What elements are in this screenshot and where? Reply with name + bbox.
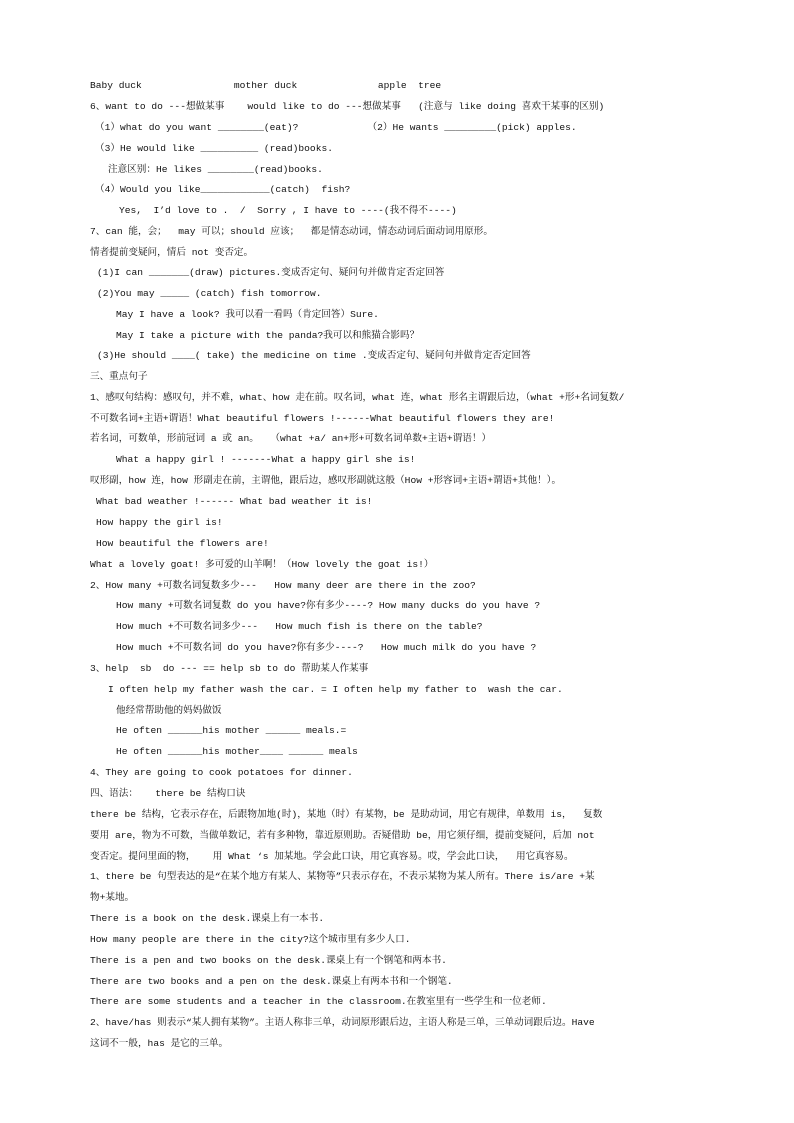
exercise-line: （3）He would like __________ (read)books. [95,143,333,154]
rule-line: 2、have/has 则表示“某人拥有某物”。主语人称非三单，动词原形跟后边，主语人称是三单，三单动词跟后边。Have [90,1017,595,1028]
example-line: How beautiful the flowers are! [96,538,269,549]
grammar-heading-7: 7、can 能，会； may 可以；should 应该； 都是情态动词，情态动词后面动词用原形。 [90,226,493,237]
example-line: What a lovely goat! 多可爱的山羊啊！（How lovely the goat is!） [90,559,434,570]
grammar-heading-2: 2、How many +可数名词复数多少--- How many deer are there in the zoo? [90,580,476,591]
rule-line: 这词不一般，has 是它的三单。 [90,1038,229,1049]
example-line: How many people are there in the city?这个城市里有多少人口. [90,934,411,945]
note-line: 注意区别：He likes ________(read)books. [108,164,323,175]
example-line: There is a book on the desk.课桌上有一本书. [90,913,325,924]
rule-line: 不可数名词+主语+谓语！What beautiful flowers !------What beautiful flowers they are! [90,413,555,424]
exercise-line: (3)He should ____( take) the medicine on time .变成否定句、疑问句并做肯定否定回答 [97,350,531,361]
vocab-line: Baby duck mother duck apple tree [90,80,442,91]
example-line: How much +不可数名词 do you have?你有多少----? How much milk do you have ? [116,642,537,653]
example-line: 他经常帮助他的妈妈做饭 [116,705,222,716]
rule-line: 物+某地。 [90,892,135,903]
rule-line: 要用 are，物为不可数，当做单数记，若有多种物，靠近原则助。否疑借助 be，用它须仔细，提前变疑问，后加 not [90,830,595,841]
rule-line: 叹形副，how 连，how 形副走在前，主谓他，跟后边，感叹形副就这般（How +形容词+主语+谓语+其他！）。 [90,475,562,486]
section-heading-4: 四、语法： there be 结构口诀 [90,788,246,799]
section-heading-3: 三、重点句子 [90,371,148,382]
rule-line: there be 结构，它表示存在，后跟物加地(时)，某地（时）有某物，be 是助动词，用它有规律，单数用 is， 复数 [90,809,603,820]
grammar-heading-4: 4、They are going to cook potatoes for dinner. [90,767,353,778]
grammar-heading-6: 6、want to do ---想做某事 would like to do ---想做某事 (注意与 like doing 喜欢干某事的区别) [90,101,605,112]
example-line: What a happy girl ! -------What a happy girl she is! [116,454,416,465]
example-line: How happy the girl is! [96,517,223,528]
example-line: How many +可数名词复数 do you have?你有多少----? How many ducks do you have ? [116,600,541,611]
example-line: What bad weather !------ What bad weather it is! [96,496,373,507]
example-line: Yes, I’d love to . / Sorry , I have to ----(我不得不----) [119,205,457,216]
exercise-line: （1）what do you want ________(eat)? （2）He wants _________(pick) apples. [95,122,577,133]
exercise-line: (2)You may _____ (catch) fish tomorrow. [97,288,322,299]
example-line: May I take a picture with the panda?我可以和熊猫合影吗？ [116,330,420,341]
exercise-line: He often ______his mother ______ meals.= [116,725,347,736]
exercise-line: (1)I can _______(draw) pictures.变成否定句、疑问句并做肯定否定回答 [97,267,445,278]
rule-line: 1、感叹句结构：感叹句，并不难，what、how 走在前。叹名词，what 连，what 形名主谓跟后边，（what +形+名词复数/ [90,392,625,403]
exercise-line: （4）Would you like____________(catch) fish? [95,184,351,195]
rule-line: 1、there be 句型表达的是“在某个地方有某人、某物等”只表示存在，不表示某物为某人所有。There is/are +某 [90,871,595,882]
rule-line: 变否定。提问里面的物， 用 What ‘s 加某地。学会此口诀，用它真容易。哎，学会此口诀， 用它真容易。 [90,851,574,862]
example-line: There are two books and a pen on the desk.课桌上有两本书和一个钢笔. [90,976,453,987]
example-line: There is a pen and two books on the desk.课桌上有一个钢笔和两本书. [90,955,447,966]
example-line: May I have a look? 我可以看一看吗（肯定回答）Sure. [116,309,379,320]
example-line: I often help my father wash the car. = I often help my father to wash the car. [108,684,563,695]
rule-line: 情者提前变疑问，情后 not 变否定。 [90,247,254,258]
example-line: There are some students and a teacher in the classroom.在教室里有一些学生和一位老师. [90,996,547,1007]
exercise-line: He often ______his mother____ ______ meals [116,746,358,757]
grammar-heading-3: 3、help sb do --- == help sb to do 帮助某人作某事 [90,663,369,674]
rule-line: 若名词，可数单，形前冠词 a 或 an。 （what +a/ an+形+可数名词单数+主语+谓语！） [90,433,492,444]
example-line: How much +不可数名词多少--- How much fish is there on the table? [116,621,483,632]
